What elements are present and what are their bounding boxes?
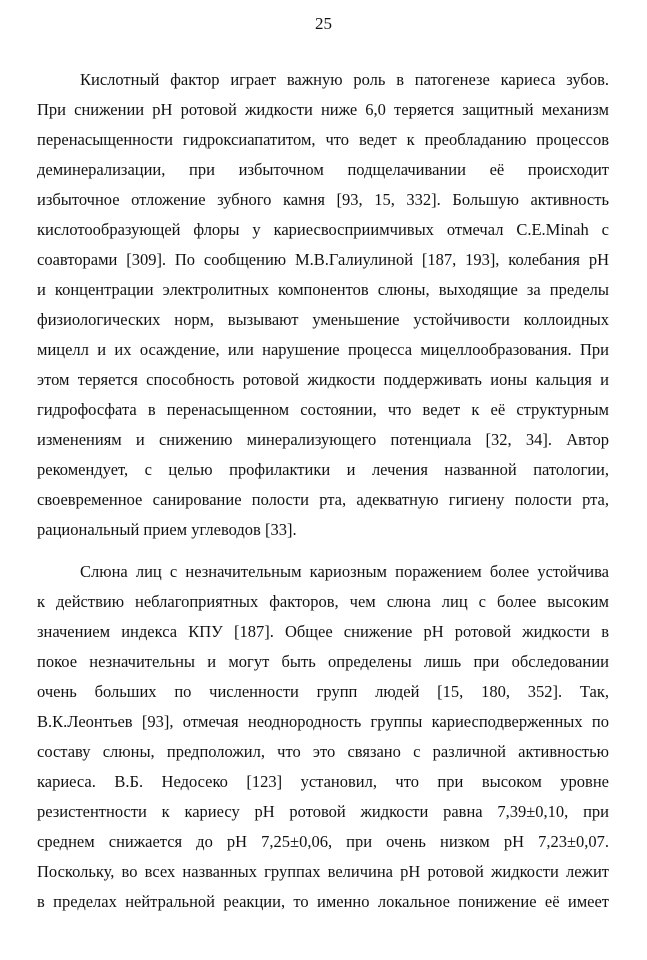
text-line: Слюна лиц с незначительным кариозным поражением более устойчива — [80, 562, 609, 581]
text-line: кислотообразующей флоры у кариесвосприимчивых отмечал C.E.Minah с — [37, 220, 609, 239]
text-line: соавторами [309]. По сообщению М.В.Галиулиной [187, 193], колебания pH — [37, 250, 609, 269]
text-line: и концентрации электролитных компонентов слюны, выходящие за пределы — [37, 280, 609, 299]
text-line: среднем снижается до pH 7,25±0,06, при очень низком pH 7,23±0,07. — [37, 832, 609, 851]
page-number: 25 — [315, 14, 332, 33]
text-line: В.К.Леонтьев [93], отмечая неоднородность группы кариесподверженных по — [37, 712, 609, 731]
text-line: перенасыщенности гидроксиапатитом, что ведет к преобладанию процессов — [37, 130, 609, 149]
text-line: в пределах нейтральной реакции, то именно локальное понижение её имеет — [37, 892, 609, 911]
text-line: изменениям и снижению минерализующего потенциала [32, 34]. Автор — [37, 430, 609, 449]
text-line: своевременное санирование полости рта, адекватную гигиену полости рта, — [37, 490, 609, 509]
paragraph-saliva-resistance — [37, 557, 609, 917]
text-line: значением индекса КПУ [187]. Общее снижение pH ротовой жидкости в — [37, 622, 609, 641]
text-line: избыточное отложение зубного камня [93, 15, 332]. Большую активность — [37, 190, 609, 209]
text-line: составу слюны, предположил, что это связано с различной активностью — [37, 742, 609, 761]
text-line: этом теряется способность ротовой жидкости поддерживать ионы кальция и — [37, 370, 609, 389]
text-line: рациональный прием углеводов [33]. — [37, 520, 297, 539]
text-line: покое незначительны и могут быть определены лишь при обследовании — [37, 652, 609, 671]
text-line: гидрофосфата в перенасыщенном состоянии, что ведет к её структурным — [37, 400, 609, 419]
text-line: При снижении pH ротовой жидкости ниже 6,0 теряется защитный механизм — [37, 100, 609, 119]
text-line: к действию неблагоприятных факторов, чем слюна лиц с более высоким — [37, 592, 609, 611]
text-line: Кислотный фактор играет важную роль в патогенезе кариеса зубов. — [80, 70, 609, 89]
text-line: рекомендует, с целью профилактики и лечения названной патологии, — [37, 460, 609, 479]
text-line: резистентности к кариесу pH ротовой жидкости равна 7,39±0,10, при — [37, 802, 609, 821]
text-line: деминерализации, при избыточном подщелачивании её происходит — [37, 160, 609, 179]
text-line: физиологических норм, вызывают уменьшение устойчивости коллоидных — [37, 310, 609, 329]
text-line: Поскольку, во всех названных группах величина pH ротовой жидкости лежит — [37, 862, 609, 881]
text-line: кариеса. В.Б. Недосеко [123] установил, что при высоком уровне — [37, 772, 609, 791]
paragraph-acid-factor — [37, 65, 609, 545]
text-line: очень больших по численности групп людей [15, 180, 352]. Так, — [37, 682, 609, 701]
text-line: мицелл и их осаждение, или нарушение процесса мицеллообразования. При — [37, 340, 609, 359]
